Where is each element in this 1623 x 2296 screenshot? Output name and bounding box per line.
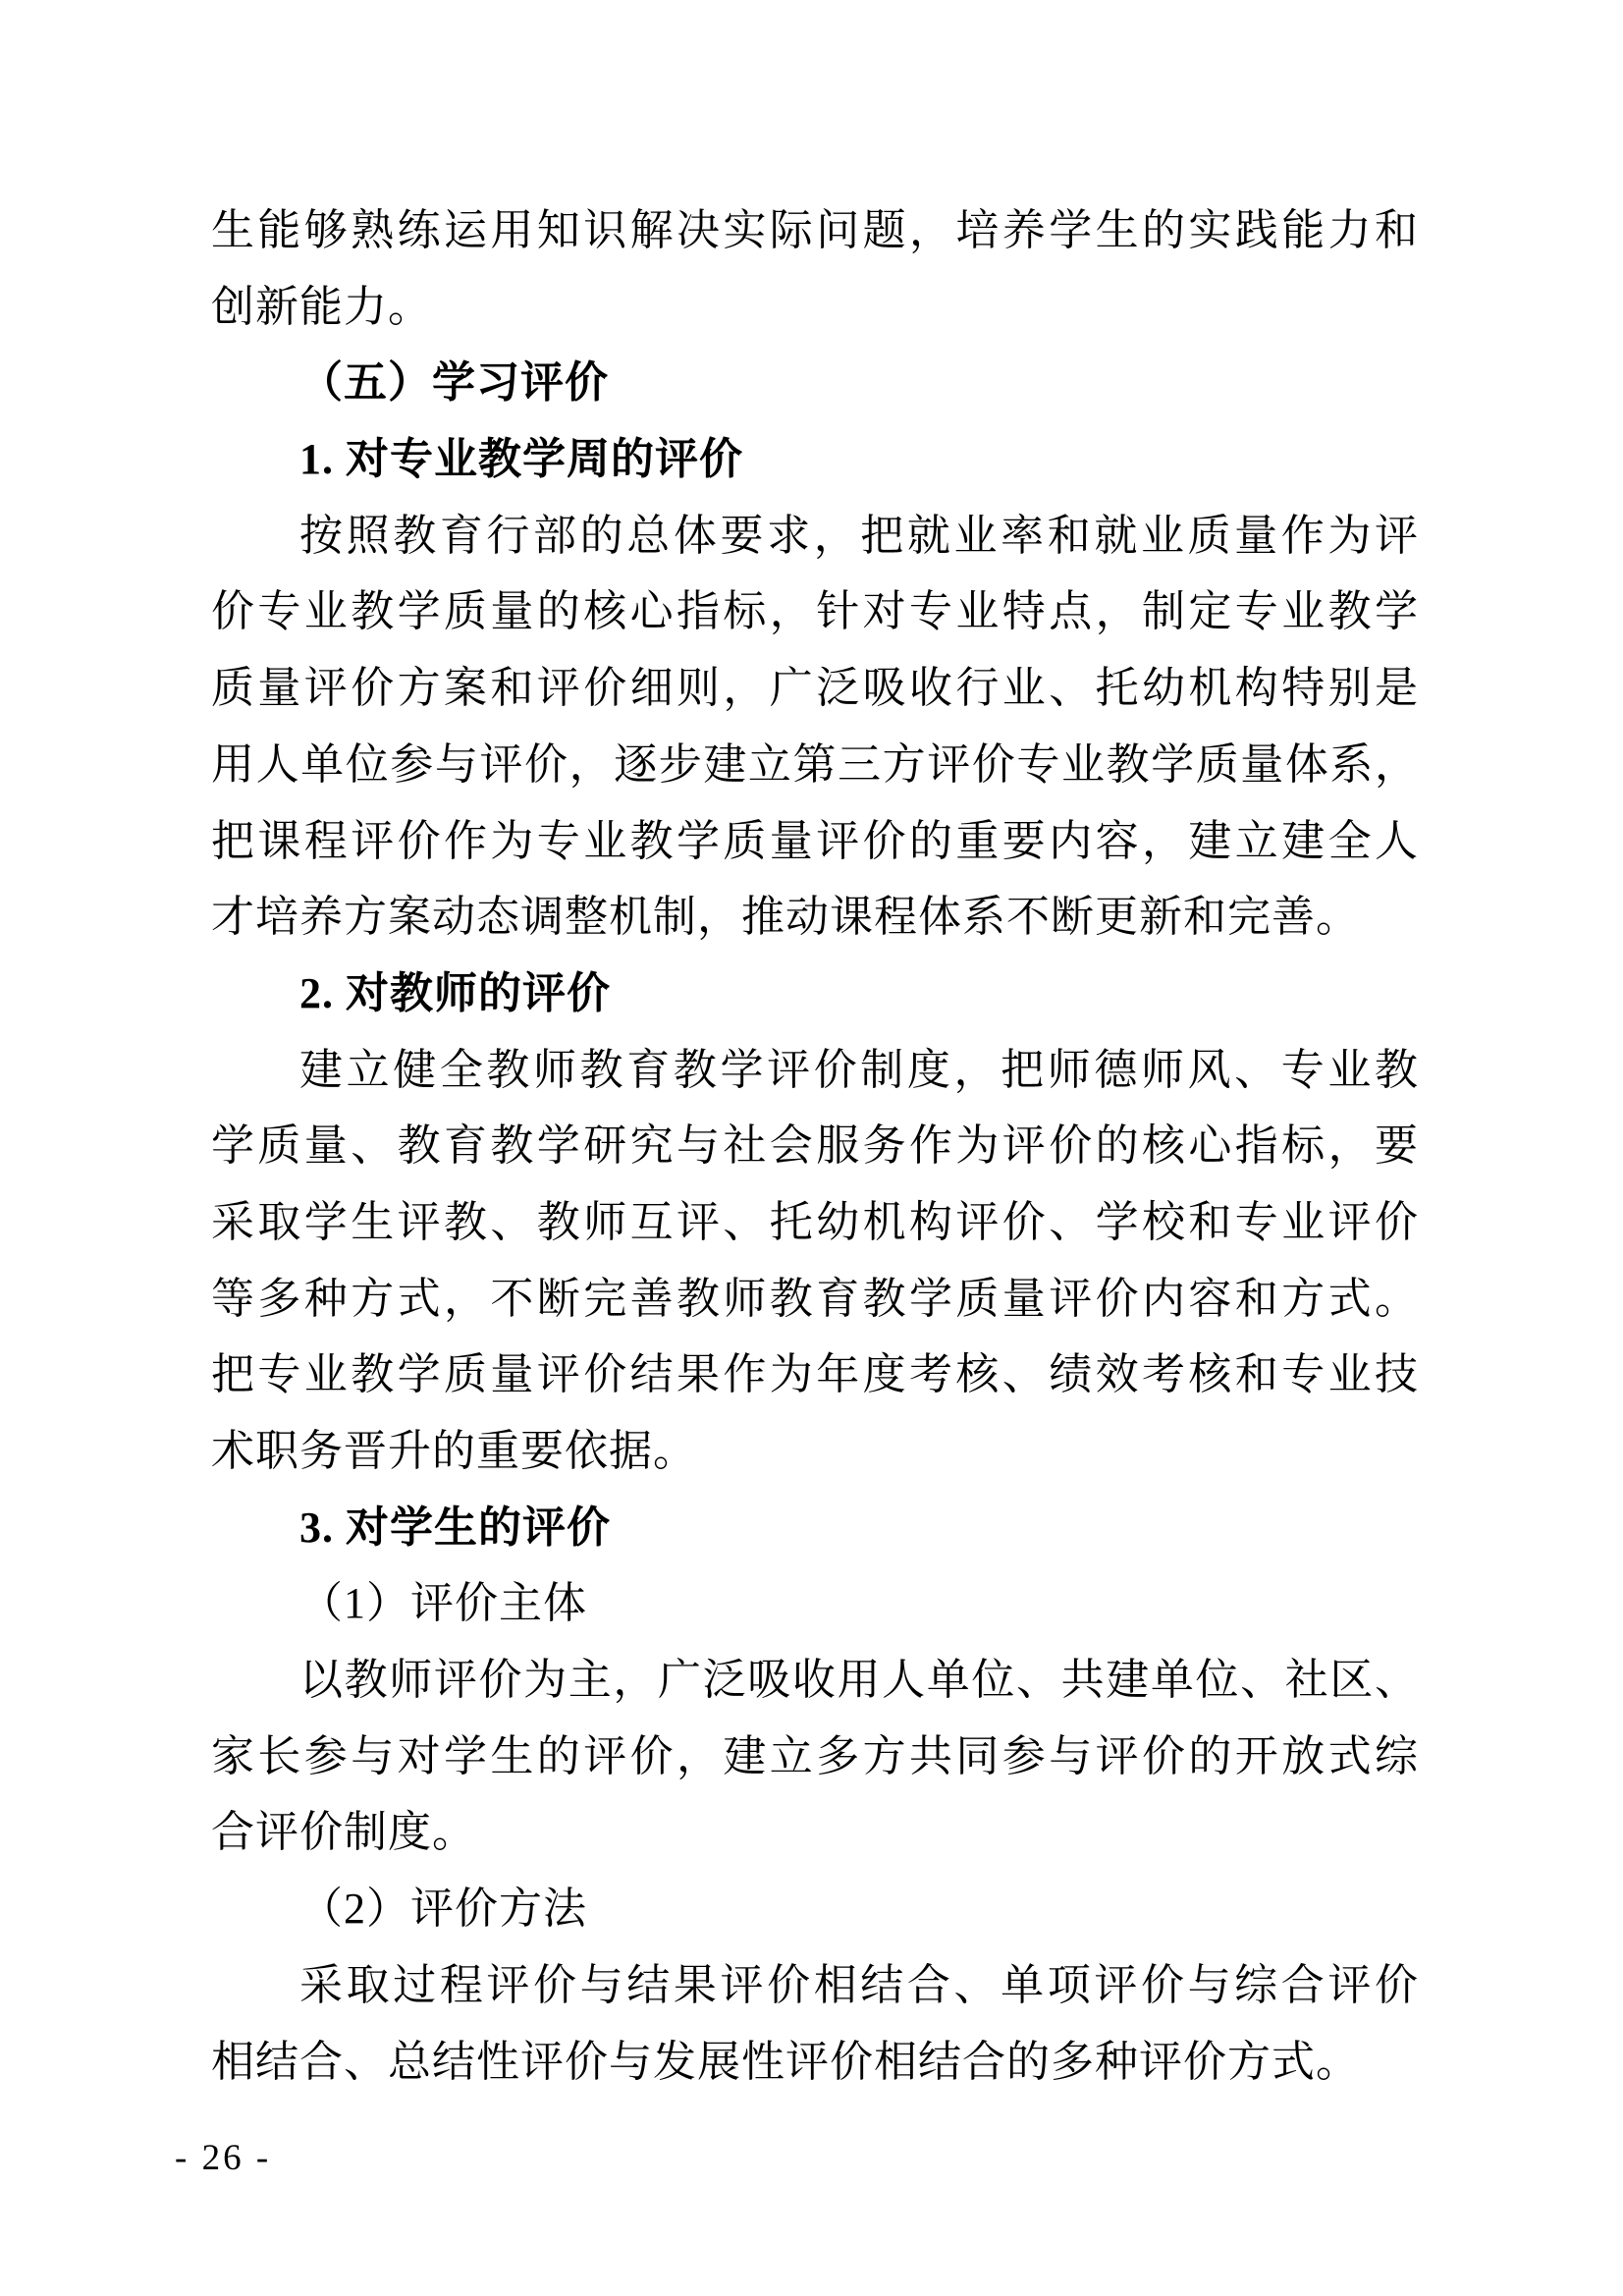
text-line: 把课程评价作为专业教学质量评价的重要内容，建立建全人 [211,816,1419,865]
text-line: 以教师评价为主，广泛吸收用人单位、共建单位、社区、 [299,1656,1419,1705]
text-line: 相结合、总结性评价与发展性评价相结合的多种评价方式。 [211,2037,1360,2086]
heading-line: 3. 对学生的评价 [299,1503,611,1552]
text-line: 创新能力。 [211,282,432,331]
page-number: - 26 - [175,2138,272,2178]
text-line: 用人单位参与评价，逐步建立第三方评价专业教学质量体系， [211,739,1419,789]
heading-line: （1）评价主体 [299,1579,587,1628]
text-line: 质量评价方案和评价细则，广泛吸收行业、托幼机构特别是 [211,664,1419,713]
text-line: 生能够熟练运用知识解决实际问题，培养学生的实践能力和 [211,206,1419,254]
text-line: 按照教育行部的总体要求，把就业率和就业质量作为评 [299,511,1419,560]
document-body [211,192,1419,2100]
heading-line: 1. 对专业教学周的评价 [299,435,743,484]
text-line: 等多种方式，不断完善教师教育教学质量评价内容和方式。 [211,1274,1419,1323]
text-line: 家长参与对学生的评价，建立多方共同参与评价的开放式综 [211,1731,1419,1780]
text-line: 术职务晋升的重要依据。 [211,1427,697,1475]
text-line: 价专业教学质量的核心指标，针对专业特点，制定专业教学 [211,587,1419,636]
text-line: 把专业教学质量评价结果作为年度考核、绩效考核和专业技 [211,1350,1419,1399]
heading-line: 2. 对教师的评价 [299,968,611,1017]
heading-line: （五）学习评价 [299,358,609,408]
text-line: 采取过程评价与结果评价相结合、单项评价与综合评价 [299,1960,1419,2009]
text-line: 采取学生评教、教师互评、托幼机构评价、学校和专业评价 [211,1197,1419,1246]
text-line: 建立健全教师教育教学评价制度，把师德师风、专业教 [299,1045,1419,1094]
text-line: 学质量、教育教学研究与社会服务作为评价的核心指标，要 [211,1121,1419,1171]
heading-line: （2）评价方法 [299,1885,587,1934]
text-line: 才培养方案动态调整机制，推动课程体系不断更新和完善。 [211,893,1360,942]
text-line: 合评价制度。 [211,1808,476,1857]
